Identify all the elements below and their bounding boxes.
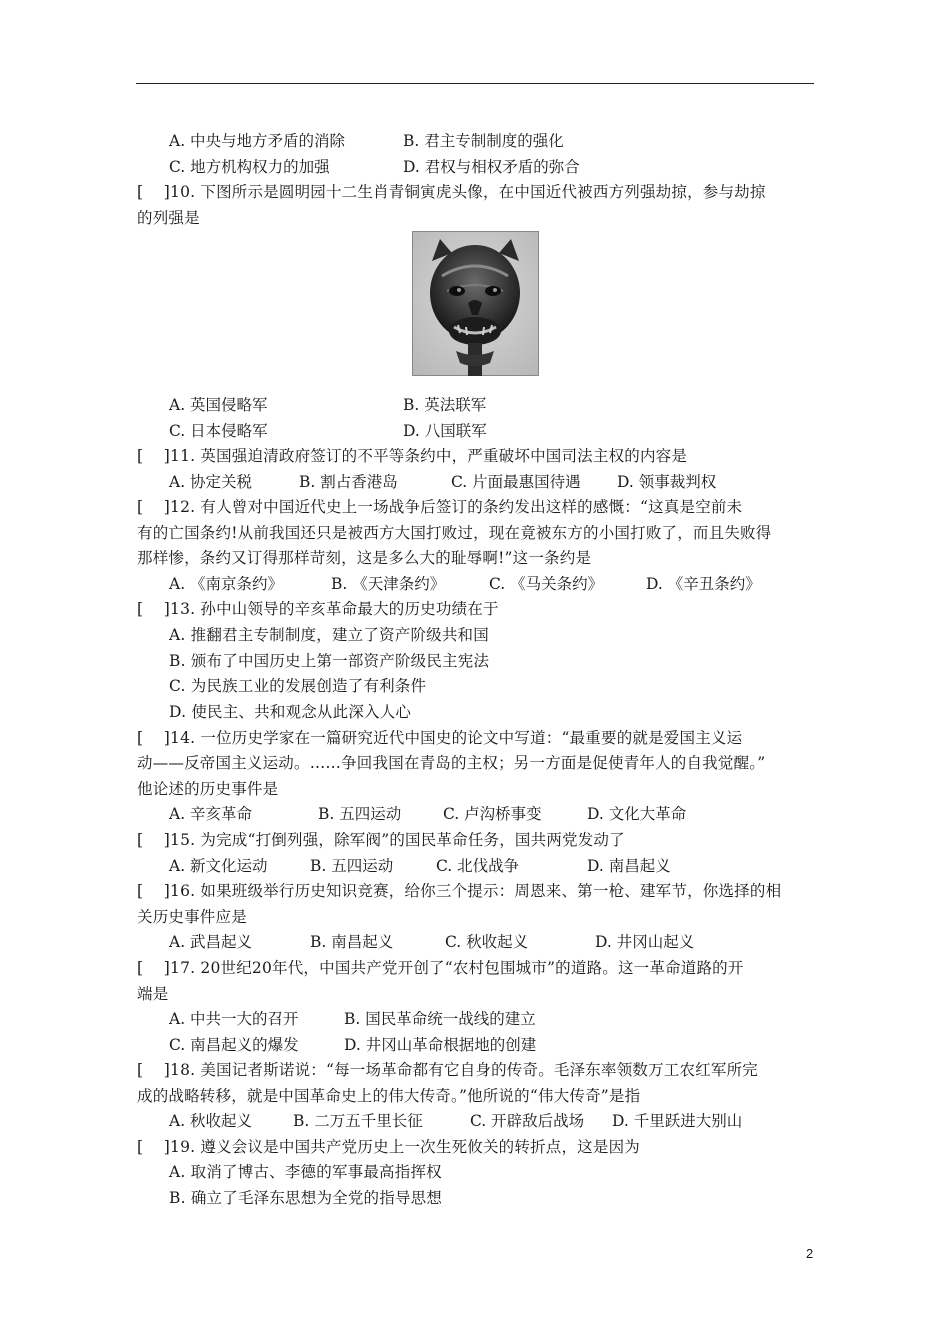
q16-stem-line1: [ ]16. 如果班级举行历史知识竞赛，给你三个提示：周恩来、第一枪、建军节，你选择的相 [137,882,782,900]
q12-option-c: C. 《马关条约》 [489,575,604,593]
q18-option-c: C. 开辟敌后战场 [470,1112,585,1130]
q12-stem-line1: [ ]12. 有人曾对中国近代史上一场战争后签订的条约发出这样的感慨：“这真是空前未 [137,498,743,516]
q19-option-a: A. 取消了博古、李德的军事最高指挥权 [169,1163,442,1181]
q11-option-d: D. 领事裁判权 [617,473,717,491]
q14-option-c: C. 卢沟桥事变 [443,805,542,823]
q11-option-b: B. 割占香港岛 [299,473,398,491]
q12-option-d: D. 《辛丑条约》 [646,575,761,593]
q15-option-c: C. 北伐战争 [436,857,520,875]
q19-option-b: B. 确立了毛泽东思想为全党的指导思想 [169,1189,443,1207]
q9-option-b: B. 君主专制制度的强化 [403,132,564,150]
q18-option-b: B. 二万五千里长征 [293,1112,423,1130]
q16-stem-line2: 关历史事件应是 [137,908,247,926]
q14-option-b: B. 五四运动 [318,805,402,823]
q16-option-c: C. 秋收起义 [445,933,529,951]
q17-stem-line2: 端是 [137,985,169,1003]
q15-option-a: A. 新文化运动 [169,857,268,875]
q18-stem-line1: [ ]18. 美国记者斯诺说：“每一场革命都有它自身的传奇。毛泽东率领数万工农红军所完 [137,1061,759,1079]
q10-stem-line2: 的列强是 [137,209,200,227]
q12-stem-line2: 有的亡国条约!从前我国还只是被西方大国打败过，现在竟被东方的小国打败了，而且失败得 [137,524,772,542]
q13-option-d: D. 使民主、共和观念从此深入人心 [169,703,412,721]
q15-option-d: D. 南昌起义 [587,857,671,875]
q12-option-a: A. 《南京条约》 [169,575,284,593]
q10-stem-line1: [ ]10. 下图所示是圆明园十二生肖青铜寅虎头像，在中国近代被西方列强劫掠，参与劫掠 [137,183,766,201]
q15-option-b: B. 五四运动 [310,857,394,875]
q16-option-a: A. 武昌起义 [169,933,253,951]
q10-option-d: D. 八国联军 [403,422,487,440]
q14-stem-line2: 动——反帝国主义运动。……争回我国在青岛的主权；另一方面是促使青年人的自我觉醒。” [137,754,766,772]
q18-option-d: D. 千里跃进大别山 [612,1112,743,1130]
bronze-tiger-head-image [412,231,539,376]
q14-stem-line1: [ ]14. 一位历史学家在一篇研究近代中国史的论文中写道：“最重要的就是爱国主义运 [137,729,743,747]
q13-option-c: C. 为民族工业的发展创造了有利条件 [169,677,427,695]
q11-option-a: A. 协定关税 [169,473,253,491]
q14-option-a: A. 辛亥革命 [169,805,253,823]
q12-option-b: B. 《天津条约》 [331,575,446,593]
q12-stem-line3: 那样惨，条约又订得那样苛刻，这是多么大的耻辱啊!”这一条约是 [137,549,592,567]
q11-option-c: C. 片面最惠国待遇 [451,473,581,491]
q17-option-a: A. 中共一大的召开 [169,1010,299,1028]
q10-option-a: A. 英国侵略军 [169,396,268,414]
q18-option-a: A. 秋收起义 [169,1112,253,1130]
q13-option-a: A. 推翻君主专制制度，建立了资产阶级共和国 [169,626,489,644]
q17-option-d: D. 井冈山革命根据地的创建 [344,1036,537,1054]
q9-option-c: C. 地方机构权力的加强 [169,158,330,176]
q17-stem-line1: [ ]17. 20世纪20年代，中国共产党开创了“农村包围城市”的道路。这一革命道路的开 [137,959,744,977]
q10-option-b: B. 英法联军 [403,396,487,414]
q17-option-c: C. 南昌起义的爆发 [169,1036,299,1054]
q14-stem-line3: 他论述的历史事件是 [137,780,279,798]
page-number: 2 [806,1246,814,1261]
header-rule [136,83,814,84]
q9-option-d: D. 君权与相权矛盾的弥合 [403,158,580,176]
q15-stem-line1: [ ]15. 为完成“打倒列强，除军阀”的国民革命任务，国共两党发动了 [137,831,625,849]
q13-stem-line1: [ ]13. 孙中山领导的辛亥革命最大的历史功绩在于 [137,600,499,618]
q14-option-d: D. 文化大革命 [587,805,687,823]
q10-option-c: C. 日本侵略军 [169,422,268,440]
q17-option-b: B. 国民革命统一战线的建立 [344,1010,536,1028]
q16-option-b: B. 南昌起义 [310,933,394,951]
q11-stem-line1: [ ]11. 英国强迫清政府签订的不平等条约中，严重破坏中国司法主权的内容是 [137,447,688,465]
q13-option-b: B. 颁布了中国历史上第一部资产阶级民主宪法 [169,652,490,670]
q16-option-d: D. 井冈山起义 [595,933,695,951]
q9-option-a: A. 中央与地方矛盾的消除 [169,132,346,150]
q18-stem-line2: 成的战略转移，就是中国革命史上的伟大传奇。”他所说的“伟大传奇”是指 [137,1087,641,1105]
q19-stem-line1: [ ]19. 遵义会议是中国共产党历史上一次生死攸关的转折点，这是因为 [137,1138,640,1156]
